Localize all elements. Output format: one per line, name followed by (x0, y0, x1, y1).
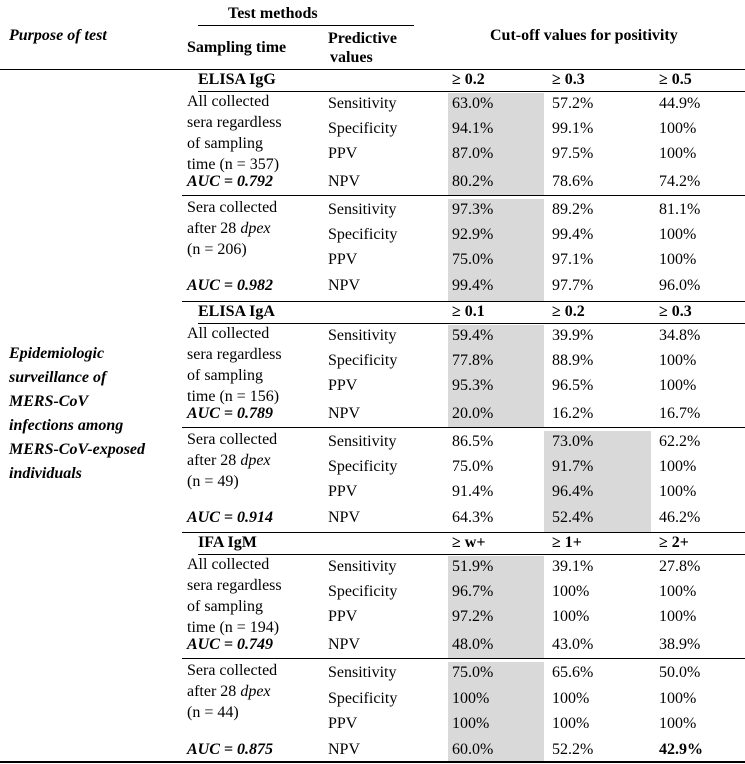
metric-value: 100% (552, 690, 590, 707)
metric-value: 65.6% (552, 664, 594, 681)
metric-value: 99.1% (552, 120, 594, 137)
sampling-line: All collected (187, 556, 270, 573)
sampling-line: (n = 206) (187, 241, 247, 258)
metric-value: 88.9% (552, 352, 594, 369)
metric-value: 50.0% (659, 664, 701, 681)
header-test-methods: Test methods (228, 5, 318, 22)
metric-label: Sensitivity (328, 201, 397, 218)
cutoff-header: ≥ 0.3 (552, 71, 585, 88)
metric-value: 52.4% (552, 509, 594, 526)
auc-label: AUC = 0.789 (187, 405, 274, 422)
sampling-line: (n = 49) (187, 473, 239, 490)
metric-label: PPV (328, 715, 358, 732)
auc-label: AUC = 0.792 (187, 173, 274, 190)
metric-label: Specificity (328, 120, 398, 137)
cutoff-header: ≥ 1+ (552, 534, 582, 551)
section-title: ELISA IgG (198, 71, 276, 88)
metric-label: NPV (328, 636, 361, 653)
metric-label: Sensitivity (328, 95, 397, 112)
sampling-line: Sera collected (187, 199, 278, 216)
metric-value: 100% (659, 483, 697, 500)
metric-value: 99.4% (452, 277, 494, 294)
metric-value: 91.7% (552, 458, 594, 475)
auc-label: AUC = 0.749 (187, 636, 274, 653)
metric-value: 100% (659, 715, 697, 732)
metric-value: 99.4% (552, 226, 594, 243)
table-bottom-rule (0, 761, 745, 763)
metric-value: 100% (552, 715, 590, 732)
purpose-line: MERS-CoV (9, 393, 89, 410)
metric-value: 100% (452, 690, 490, 707)
metric-value: 80.2% (452, 173, 494, 190)
metric-value: 75.0% (452, 664, 494, 681)
metric-value: 16.2% (552, 405, 594, 422)
metric-label: PPV (328, 145, 358, 162)
metric-value: 97.5% (552, 145, 594, 162)
metric-value: 100% (659, 251, 697, 268)
header-cutoff: Cut-off values for positivity (490, 27, 678, 44)
metric-value: 75.0% (452, 251, 494, 268)
sampling-line: time (n = 194) (187, 619, 280, 636)
cutoff-header: ≥ 0.5 (659, 71, 692, 88)
metric-value: 100% (659, 583, 697, 600)
metric-value: 100% (659, 377, 697, 394)
purpose-line: infections among (9, 417, 124, 434)
sampling-line: time (n = 156) (187, 388, 280, 405)
header-predictive-values-2: values (330, 49, 373, 66)
metric-value: 64.3% (452, 509, 494, 526)
sampling-line: All collected (187, 93, 270, 110)
metric-value: 86.5% (452, 433, 494, 450)
metric-value: 96.7% (452, 583, 494, 600)
metric-label: NPV (328, 741, 361, 758)
purpose-line: Epidemiologic (9, 345, 105, 362)
metric-label: NPV (328, 277, 361, 294)
metric-value: 97.7% (552, 277, 594, 294)
section-title-rule (198, 91, 745, 92)
metric-value: 77.8% (452, 352, 494, 369)
section-top-rule (182, 532, 745, 533)
header-purpose: Purpose of test (9, 27, 107, 44)
metric-value: 92.9% (452, 226, 494, 243)
cutoff-header: ≥ 0.2 (452, 71, 485, 88)
section-top-rule (182, 301, 745, 302)
metric-value: 81.1% (659, 201, 701, 218)
metric-value: 97.3% (452, 201, 494, 218)
metric-value: 34.8% (659, 327, 701, 344)
metric-value: 91.4% (452, 483, 494, 500)
header-bottom-rule (0, 69, 745, 70)
metric-value: 27.8% (659, 558, 701, 575)
metric-label: Specificity (328, 352, 398, 369)
metric-value: 51.9% (452, 558, 494, 575)
metric-value: 75.0% (452, 458, 494, 475)
metric-label: Specificity (328, 690, 398, 707)
metric-value: 44.9% (659, 95, 701, 112)
sampling-line: after 28 dpex (187, 220, 271, 237)
metric-value: 100% (452, 715, 490, 732)
sampling-line: sera regardless (187, 577, 282, 594)
metric-value: 16.7% (659, 405, 701, 422)
metric-value: 78.6% (552, 173, 594, 190)
metric-label: PPV (328, 377, 358, 394)
section-title-rule (198, 554, 745, 555)
metric-value: 42.9% (659, 741, 703, 758)
metric-label: NPV (328, 509, 361, 526)
metric-value: 100% (659, 608, 697, 625)
metric-value: 52.2% (552, 741, 594, 758)
section-title: IFA IgM (198, 534, 257, 551)
metric-value: 96.0% (659, 277, 701, 294)
metric-value: 57.2% (552, 95, 594, 112)
metric-value: 59.4% (452, 327, 494, 344)
metric-value: 38.9% (659, 636, 701, 653)
metric-value: 73.0% (552, 433, 594, 450)
metric-value: 100% (659, 226, 697, 243)
metric-value: 100% (552, 583, 590, 600)
metric-value: 48.0% (452, 636, 494, 653)
sampling-line: (n = 44) (187, 704, 239, 721)
header-predictive-values-1: Predictive (328, 30, 398, 47)
header-test-methods-underline (198, 25, 414, 26)
metric-value: 100% (659, 352, 697, 369)
group-rule (182, 427, 745, 428)
metric-label: PPV (328, 608, 358, 625)
metric-value: 20.0% (452, 405, 494, 422)
metric-value: 100% (659, 690, 697, 707)
sampling-line: sera regardless (187, 346, 282, 363)
sampling-line: sera regardless (187, 114, 282, 131)
metric-value: 96.4% (552, 483, 594, 500)
metric-label: Specificity (328, 583, 398, 600)
metric-value: 39.1% (552, 558, 594, 575)
sampling-line: time (n = 357) (187, 156, 280, 173)
cutoff-header: ≥ 0.1 (452, 303, 485, 320)
metric-label: Sensitivity (328, 327, 397, 344)
group-rule (182, 658, 745, 659)
metric-value: 39.9% (552, 327, 594, 344)
metric-value: 62.2% (659, 433, 701, 450)
cutoff-header: ≥ 2+ (659, 534, 689, 551)
metric-value: 96.5% (552, 377, 594, 394)
metric-label: NPV (328, 173, 361, 190)
cutoff-header: ≥ w+ (452, 534, 486, 551)
dpex-term: dpex (240, 452, 271, 469)
metric-label: NPV (328, 405, 361, 422)
header-sampling-time: Sampling time (187, 39, 287, 56)
cutoff-header: ≥ 0.2 (552, 303, 585, 320)
metric-value: 95.3% (452, 377, 494, 394)
metric-value: 100% (659, 145, 697, 162)
group-rule (182, 195, 745, 196)
metric-label: Specificity (328, 226, 398, 243)
metric-value: 94.1% (452, 120, 494, 137)
purpose-line: surveillance of (9, 369, 107, 386)
dpex-term: dpex (240, 220, 271, 237)
metric-value: 100% (659, 120, 697, 137)
dpex-term: dpex (240, 683, 271, 700)
metric-label: Sensitivity (328, 558, 397, 575)
section-title: ELISA IgA (198, 303, 275, 320)
metric-label: PPV (328, 483, 358, 500)
metric-label: Sensitivity (328, 664, 397, 681)
metric-label: Specificity (328, 458, 398, 475)
sampling-line: of sampling (187, 598, 263, 615)
metric-value: 60.0% (452, 741, 494, 758)
auc-label: AUC = 0.914 (187, 509, 274, 526)
metric-value: 74.2% (659, 173, 701, 190)
metric-label: Sensitivity (328, 433, 397, 450)
metric-value: 89.2% (552, 201, 594, 218)
metric-value: 100% (659, 458, 697, 475)
section-title-rule (198, 323, 745, 324)
auc-label: AUC = 0.875 (187, 741, 274, 758)
metric-value: 43.0% (552, 636, 594, 653)
sampling-line: All collected (187, 325, 270, 342)
sampling-line: Sera collected (187, 662, 278, 679)
metric-value: 100% (552, 608, 590, 625)
sampling-line: after 28 dpex (187, 683, 271, 700)
purpose-line: MERS-CoV-exposed (9, 441, 146, 458)
sampling-line: Sera collected (187, 431, 278, 448)
metric-value: 97.2% (452, 608, 494, 625)
metric-value: 97.1% (552, 251, 594, 268)
sampling-line: of sampling (187, 135, 263, 152)
auc-label: AUC = 0.982 (187, 277, 274, 294)
cutoff-header: ≥ 0.3 (659, 303, 692, 320)
purpose-line: individuals (9, 465, 82, 482)
metric-value: 46.2% (659, 509, 701, 526)
metric-label: PPV (328, 251, 358, 268)
sampling-line: of sampling (187, 367, 263, 384)
metric-value: 87.0% (452, 145, 494, 162)
sampling-line: after 28 dpex (187, 452, 271, 469)
metric-value: 63.0% (452, 95, 494, 112)
